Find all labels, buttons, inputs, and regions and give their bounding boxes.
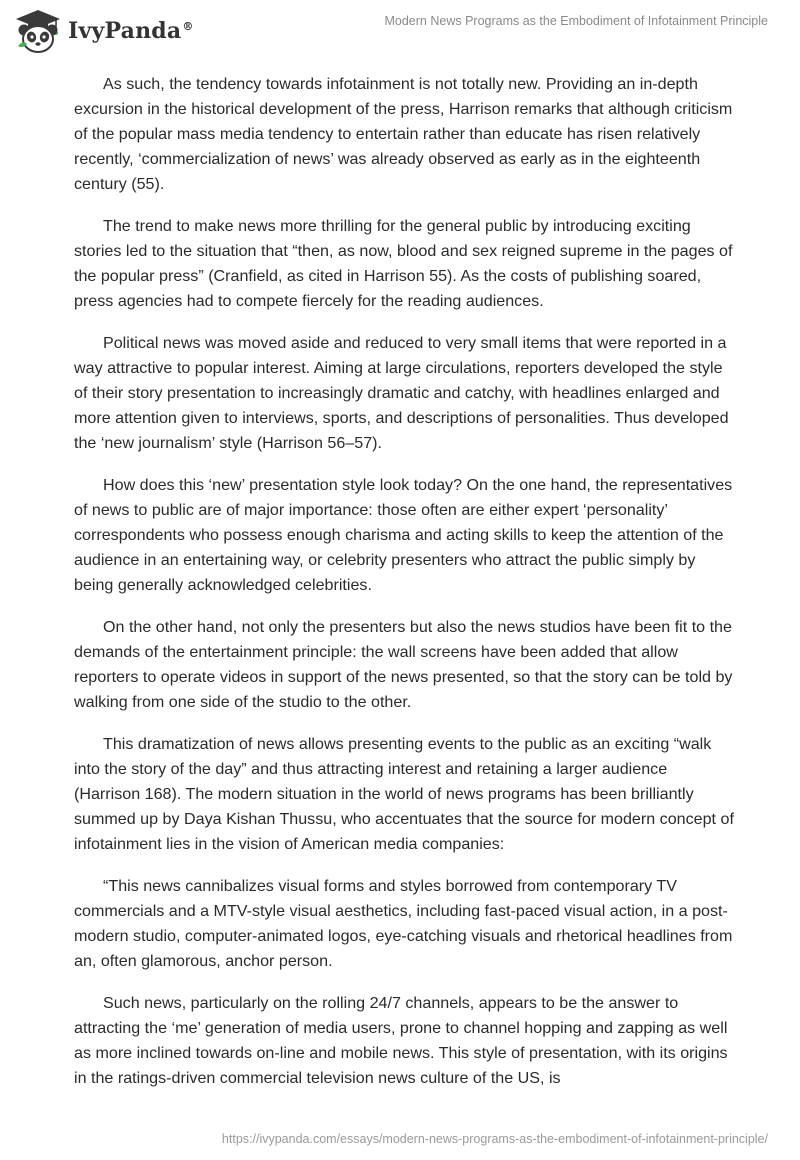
paragraph: This dramatization of news allows presenting events to the public as an exciting “walk into the story of the day” and thus attracting interest and retaining a larger audience (Harrison 168). The modern situation in the world of news programs has been brilliantly summed up by Daya Kishan Thussu, who accentuates that the source for modern concept of infotainment lies in the vision of American media companies: bbox=[74, 735, 734, 853]
paragraph: As such, the tendency towards infotainment is not totally new. Providing an in-depth excursion in the historical development of the press, Harrison remarks that although criticism of the popular mass media tendency to entertain rather than educate has risen relatively recently, ‘commercialization of news’ was already observed as early as in the eighteenth century (55). bbox=[74, 75, 733, 193]
source-url[interactable]: https://ivypanda.com/essays/modern-news-programs-as-the-embodiment-of-infotainment-principle/ bbox=[221, 1132, 768, 1146]
paragraph: The trend to make news more thrilling for the general public by introducing exciting stories led to the situation that “then, as now, blood and sex reigned supreme in the pages of the popular press” (Cranfield, as cited in Harrison 55). As the costs of publishing soared, press agencies had to compete fiercely for the reading audiences. bbox=[74, 217, 733, 310]
block-quote-paragraph: Such news, particularly on the rolling 24/7 channels, appears to be the answer to attracting the ‘me’ generation of media users, prone to channel hopping and zapping as well as more inclined towards on-line and mobile news. This style of presentation, with its origins in the ratings-driven commercial television news culture of the US, is bbox=[74, 994, 728, 1087]
panda-graduate-icon bbox=[14, 8, 62, 54]
document-title: Modern News Programs as the Embodiment of Infotainment Principle bbox=[384, 14, 768, 28]
block-quote-paragraph: “This news cannibalizes visual forms and styles borrowed from contemporary TV commercials and a MTV-style visual aesthetics, including fast-paced visual action, in a post-modern studio, computer-animated logos, eye-catching visuals and rhetorical headlines from an, often glamorous, anchor person. bbox=[74, 877, 733, 970]
paragraph: How does this ‘new’ presentation style look today? On the one hand, the representatives of news to public are of major importance: those often are either expert ‘personality’ correspondents who possess enough charisma and acting skills to keep the attention of the audience in an entertaining way, or celebrity presenters who attract the public simply by being generally acknowledged celebrities. bbox=[74, 476, 733, 594]
page-header bbox=[0, 0, 800, 62]
registered-mark: ® bbox=[182, 19, 194, 33]
paragraph: On the other hand, not only the presenters but also the news studios have been fit to the demands of the entertainment principle: the wall screens have been added that allow reporters to operate videos in support of the news presented, so that the story can be told by walking from one side of the studio to the other. bbox=[74, 618, 733, 711]
brand-logo[interactable] bbox=[14, 8, 194, 54]
paragraph: Political news was moved aside and reduced to very small items that were reported in a way attractive to popular interest. Aiming at large circulations, reporters developed the style of their story presentation to increasingly dramatic and catchy, with headlines enlarged and more attention given to interviews, sports, and descriptions of personalities. Thus developed the ‘new journalism’ style (Harrison 56–57). bbox=[74, 334, 729, 452]
brand-name: IvyPanda® bbox=[68, 18, 194, 44]
essay-body bbox=[74, 72, 734, 1108]
